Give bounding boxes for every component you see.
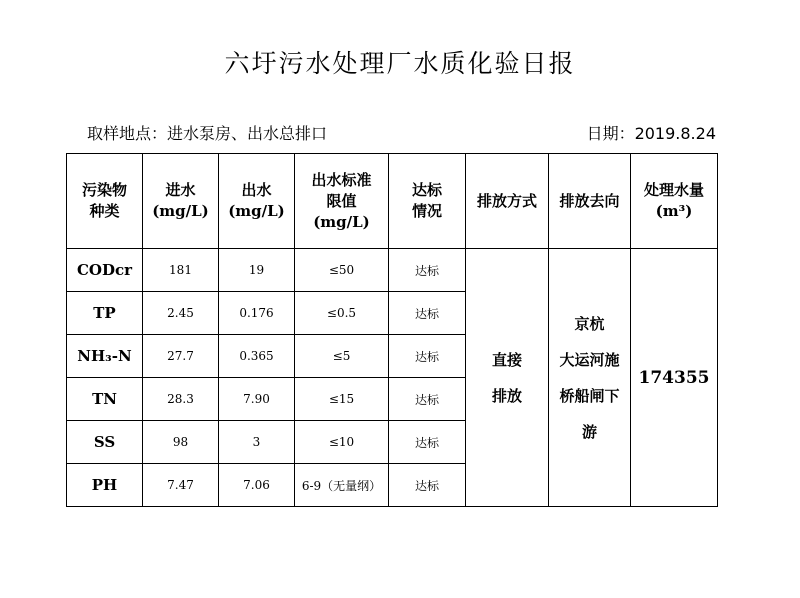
treatment-volume-cell: 174355 [631, 249, 718, 507]
header-pollutant: 污染物 种类 [67, 154, 143, 249]
status-cell: 达标 [389, 335, 466, 378]
header-discharge-destination: 排放去向 [549, 154, 631, 249]
pollutant-cell: NH₃-N [67, 335, 143, 378]
limit-cell: 6-9（无量纲） [295, 464, 389, 507]
discharge-method-cell: 直接 排放 [466, 249, 549, 507]
header-compliance: 达标 情况 [389, 154, 466, 249]
header-inflow: 进水 (mg/L) [143, 154, 219, 249]
inflow-cell: 2.45 [143, 292, 219, 335]
pollutant-cell: CODcr [67, 249, 143, 292]
outflow-cell: 0.176 [219, 292, 295, 335]
limit-cell: ≤5 [295, 335, 389, 378]
table-row [67, 249, 718, 292]
limit-cell: ≤50 [295, 249, 389, 292]
inflow-cell: 181 [143, 249, 219, 292]
limit-cell: ≤15 [295, 378, 389, 421]
pollutant-cell: SS [67, 421, 143, 464]
pollutant-cell: TN [67, 378, 143, 421]
inflow-cell: 98 [143, 421, 219, 464]
report-title: 六圩污水处理厂水质化验日报 [224, 49, 576, 78]
header-limit: 出水标准 限值 (mg/L) [295, 154, 389, 249]
header-outflow: 出水 (mg/L) [219, 154, 295, 249]
water-quality-table [66, 153, 718, 507]
pollutant-cell: TP [67, 292, 143, 335]
outflow-cell: 19 [219, 249, 295, 292]
report-date: 日期：2019.8.24 [586, 124, 716, 143]
status-cell: 达标 [389, 292, 466, 335]
outflow-cell: 3 [219, 421, 295, 464]
discharge-destination-cell: 京杭 大运河施 桥船闸下 游 [549, 249, 631, 507]
outflow-cell: 7.90 [219, 378, 295, 421]
limit-cell: ≤10 [295, 421, 389, 464]
limit-cell: ≤0.5 [295, 292, 389, 335]
inflow-cell: 28.3 [143, 378, 219, 421]
inflow-cell: 27.7 [143, 335, 219, 378]
header-treatment-volume: 处理水量 (m³) [631, 154, 718, 249]
inflow-cell: 7.47 [143, 464, 219, 507]
header-discharge-method: 排放方式 [466, 154, 549, 249]
status-cell: 达标 [389, 464, 466, 507]
outflow-cell: 7.06 [219, 464, 295, 507]
header-row [67, 154, 718, 249]
pollutant-cell: PH [67, 464, 143, 507]
outflow-cell: 0.365 [219, 335, 295, 378]
sampling-location: 取样地点：进水泵房、出水总排口 [87, 124, 328, 143]
status-cell: 达标 [389, 378, 466, 421]
status-cell: 达标 [389, 249, 466, 292]
status-cell: 达标 [389, 421, 466, 464]
